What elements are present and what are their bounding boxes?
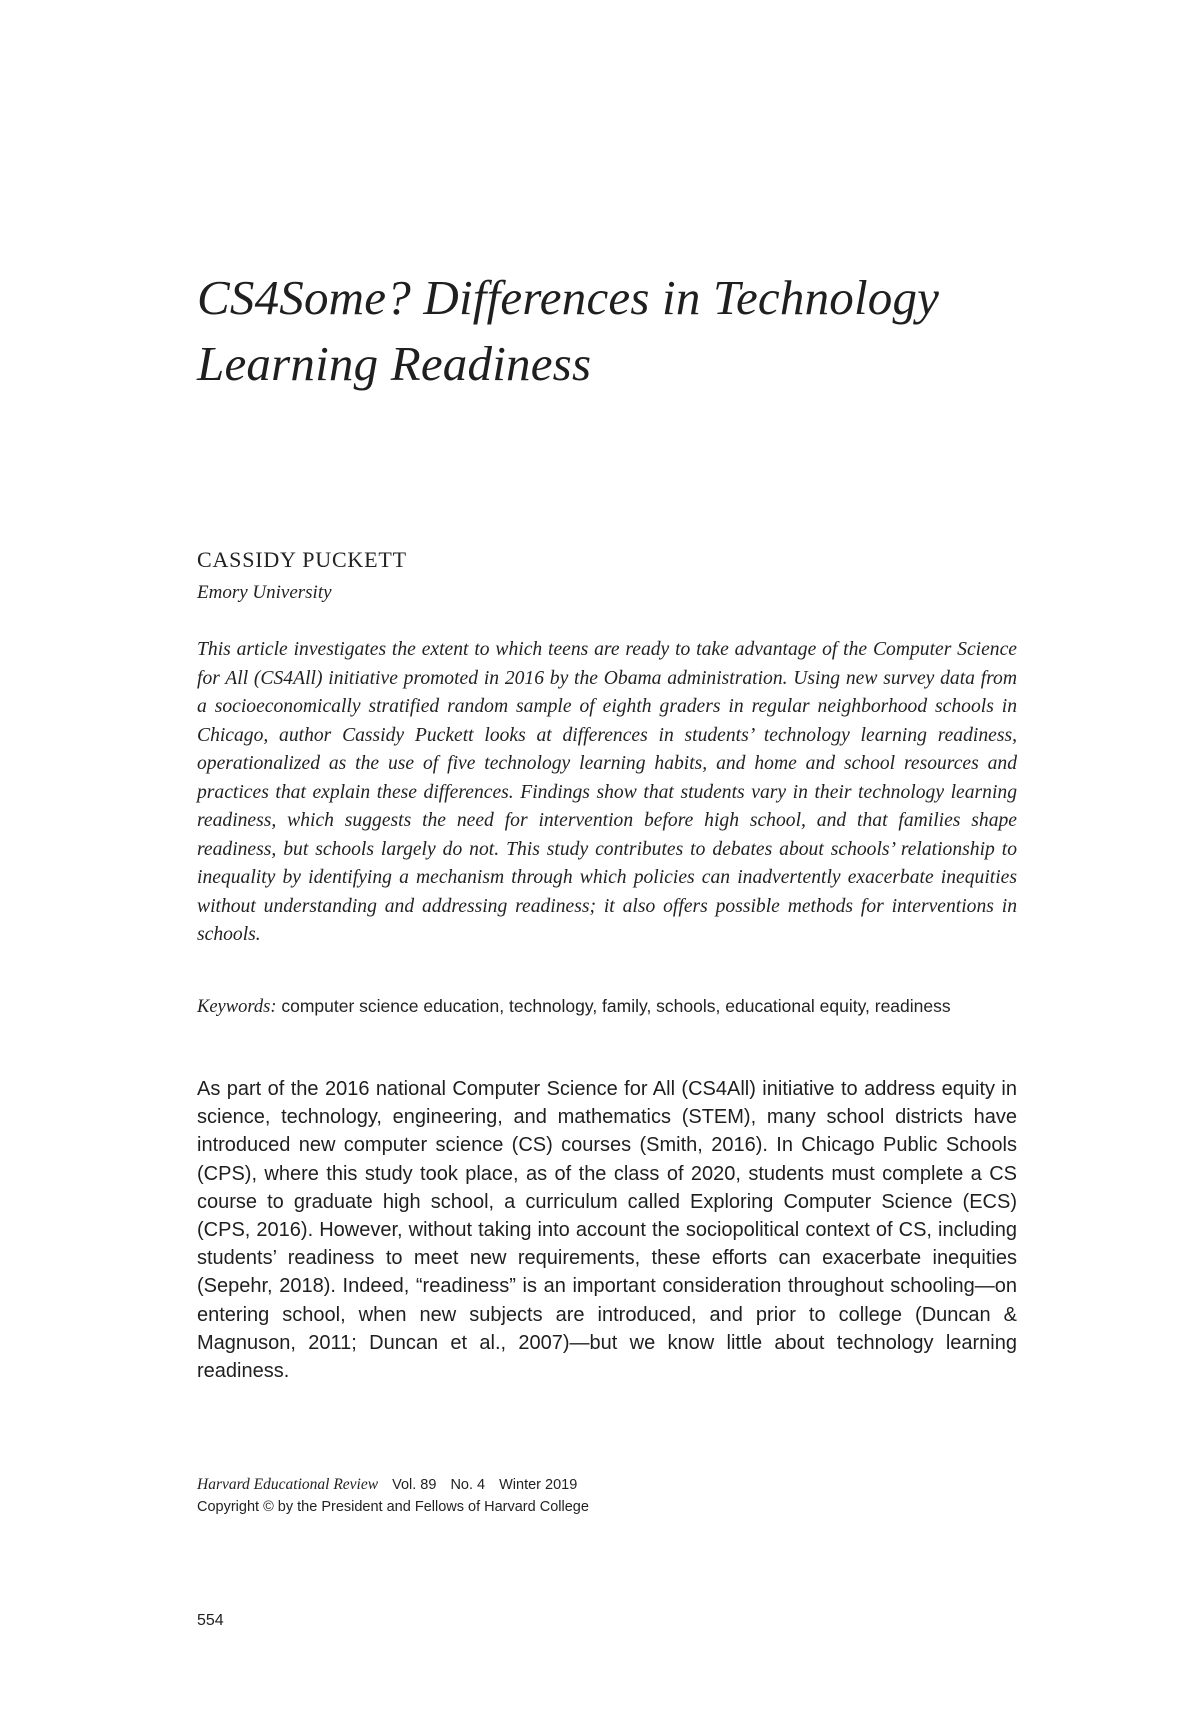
keywords-label: Keywords: (197, 997, 277, 1017)
journal-season: Winter 2019 (499, 1477, 578, 1493)
journal-name: Harvard Educational Review (197, 1476, 379, 1493)
journal-citation (197, 1476, 577, 1494)
author-affiliation: Emory University (197, 582, 332, 603)
journal-volume: Vol. 89 (392, 1477, 437, 1493)
body-paragraph: As part of the 2016 national Computer Science for All (CS4All) initiative to address equity in science, technology, engineering, and mathematics (STEM), many school districts have introduced new computer science (CS) courses (Smith, 2016). In Chicago Public Schools (CPS), where this study took place, as of the class of 2020, students must complete a CS course to graduate high school, a curriculum called Exploring Computer Science (ECS) (CPS, 2016). However, without taking into account the sociopolitical context of CS, including students’ readiness to meet new requirements, these efforts can exacerbate inequities (Sepehr, 2018). Indeed, “readiness” is an important consideration throughout schooling—on entering school, when new subjects are introduced, and prior to college (Duncan & Magnuson, 2011; Duncan et al., 2007)—but we know little about technology learning readiness. (197, 1078, 1017, 1383)
copyright-notice: Copyright © by the President and Fellows of Harvard College (197, 1499, 589, 1515)
keywords (197, 994, 1017, 1020)
article-title: CS4Some? Differences in Technology Learning Readiness (197, 270, 940, 391)
keywords-list: computer science education, technology, family, schools, educational equity, readiness (281, 996, 951, 1016)
abstract: This article investigates the extent to which teens are ready to take advantage of the Computer Science for All (CS4All) initiative promoted in 2016 by the Obama administration. Using new survey data from a socioeconomically stratified random sample of eighth graders in regular neighborhood schools in Chicago, author Cassidy Puckett looks at differences in students’ technology learning readiness, operationalized as the use of five technology learning habits, and home and school resources and practices that explain these differences. Findings show that students vary in their technology learning readiness, which suggests the need for intervention before high school, and that families shape readiness, but schools largely do not. This study contributes to debates about schools’ relationship to inequality by identifying a mechanism through which policies can inadvertently exacerbate inequities without understanding and addressing readiness; it also offers possible methods for interventions in schools. (197, 639, 1017, 945)
journal-issue: No. 4 (450, 1477, 486, 1493)
author-name: CASSIDY PUCKETT (197, 547, 407, 572)
page-number: 554 (197, 1612, 224, 1629)
